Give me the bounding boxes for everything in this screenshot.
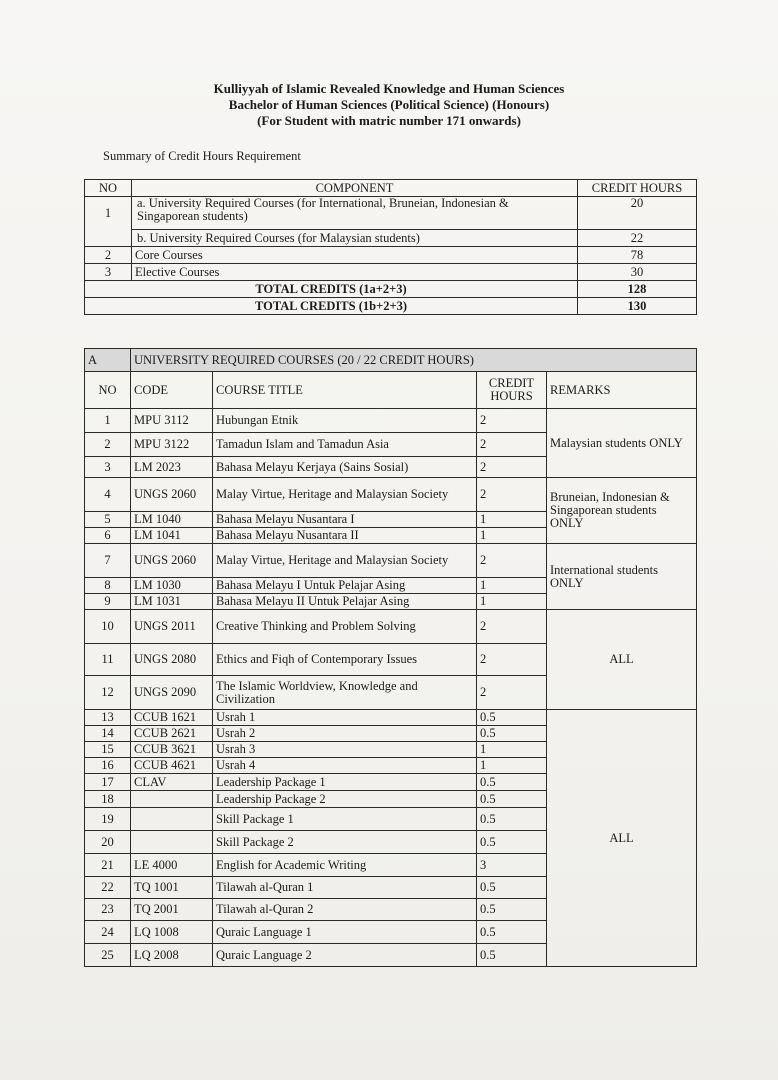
course-code: LQ 1008 [131,921,213,944]
course-no: 7 [85,544,131,578]
course-credit: 0.5 [477,774,547,791]
header-line-1: Kulliyyah of Islamic Revealed Knowledge and Human Sciences [213,81,565,96]
course-remarks: International students ONLY [547,544,697,610]
summary-label: Summary of Credit Hours Requirement [103,149,301,163]
course-code: LM 1031 [131,594,213,610]
course-code: UNGS 2080 [131,644,213,676]
table-row [85,710,697,726]
col-title: COURSE TITLE [213,372,477,409]
course-credit: 0.5 [477,808,547,831]
course-credit: 0.5 [477,899,547,921]
course-title: Usrah 1 [213,710,477,726]
summary-credit: 22 [578,230,697,247]
course-title: Quraic Language 2 [213,944,477,967]
table-row [85,264,697,281]
total-credit: 130 [578,298,697,315]
summary-credit: 30 [578,264,697,281]
course-title: Bahasa Melayu Kerjaya (Sains Sosial) [213,457,477,478]
courses-body [85,409,697,967]
course-title: Malay Virtue, Heritage and Malaysian Society [213,478,477,512]
section-title: UNIVERSITY REQUIRED COURSES (20 / 22 CREDIT HOURS) [131,349,697,372]
course-credit: 1 [477,594,547,610]
course-no: 24 [85,921,131,944]
course-code: UNGS 2060 [131,478,213,512]
course-code [131,808,213,831]
course-title: Bahasa Melayu Nusantara I [213,512,477,528]
course-title: Bahasa Melayu II Untuk Pelajar Asing [213,594,477,610]
course-credit: 3 [477,854,547,877]
course-code: CCUB 1621 [131,710,213,726]
course-credit: 1 [477,758,547,774]
course-no: 14 [85,726,131,742]
course-credit: 1 [477,512,547,528]
course-no: 2 [85,433,131,457]
course-credit: 2 [477,457,547,478]
course-no: 23 [85,899,131,921]
document-header [0,81,778,129]
col-remarks: REMARKS [547,372,697,409]
course-code: MPU 3112 [131,409,213,433]
table-row [85,230,697,247]
section-header-row [85,349,697,372]
summary-no: 2 [85,247,132,264]
course-code: LM 1041 [131,528,213,544]
summary-component: Core Courses [132,247,578,264]
course-no: 16 [85,758,131,774]
course-code: CLAV [131,774,213,791]
course-credit: 0.5 [477,710,547,726]
course-title: Bahasa Melayu I Untuk Pelajar Asing [213,578,477,594]
course-code: CCUB 2621 [131,726,213,742]
course-code: UNGS 2060 [131,544,213,578]
course-credit: 0.5 [477,791,547,808]
course-no: 9 [85,594,131,610]
course-title: Quraic Language 1 [213,921,477,944]
course-code: CCUB 4621 [131,758,213,774]
course-title: Leadership Package 1 [213,774,477,791]
course-credit: 2 [477,544,547,578]
course-title: Ethics and Fiqh of Contemporary Issues [213,644,477,676]
col-code: CODE [131,372,213,409]
course-title: Usrah 4 [213,758,477,774]
course-no: 12 [85,676,131,710]
summary-no: 3 [85,264,132,281]
course-code: LE 4000 [131,854,213,877]
course-title: Tilawah al-Quran 1 [213,877,477,899]
course-code: LM 1030 [131,578,213,594]
table-row [85,409,697,433]
course-credit: 2 [477,610,547,644]
course-code: CCUB 3621 [131,742,213,758]
course-code: TQ 2001 [131,899,213,921]
course-remarks: ALL [547,710,697,967]
course-credit: 2 [477,409,547,433]
course-remarks: ALL [547,610,697,710]
course-no: 6 [85,528,131,544]
course-title: Creative Thinking and Problem Solving [213,610,477,644]
course-no: 10 [85,610,131,644]
course-code: MPU 3122 [131,433,213,457]
summary-no: 1 [85,197,132,230]
table-row [85,197,697,230]
course-code: UNGS 2090 [131,676,213,710]
summary-credit: 78 [578,247,697,264]
course-title: Leadership Package 2 [213,791,477,808]
courses-header-row [85,372,697,409]
total-credit: 128 [578,281,697,298]
course-title: English for Academic Writing [213,854,477,877]
course-credit: 2 [477,478,547,512]
course-code: LM 1040 [131,512,213,528]
summary-table [84,179,697,315]
course-credit: 0.5 [477,726,547,742]
table-row [85,544,697,578]
course-code [131,791,213,808]
total-label: TOTAL CREDITS (1b+2+3) [85,298,578,315]
course-credit: 1 [477,742,547,758]
course-credit: 0.5 [477,921,547,944]
summary-col-credit: CREDIT HOURS [578,180,697,197]
course-code: LQ 2008 [131,944,213,967]
course-title: Skill Package 2 [213,831,477,854]
table-row [85,478,697,512]
course-title: Tamadun Islam and Tamadun Asia [213,433,477,457]
course-no: 25 [85,944,131,967]
course-title: The Islamic Worldview, Knowledge and Civilization [213,676,477,710]
col-no: NO [85,372,131,409]
course-code: UNGS 2011 [131,610,213,644]
course-remarks: Malaysian students ONLY [547,409,697,478]
header-line-2: Bachelor of Human Sciences (Political Science) (Honours) [228,97,550,112]
course-no: 1 [85,409,131,433]
course-no: 13 [85,710,131,726]
course-code [131,831,213,854]
course-no: 17 [85,774,131,791]
section-letter: A [85,349,131,372]
summary-header-row [85,180,697,197]
courses-table [84,348,697,967]
total-label: TOTAL CREDITS (1a+2+3) [85,281,578,298]
course-title: Malay Virtue, Heritage and Malaysian Society [213,544,477,578]
summary-component: Elective Courses [132,264,578,281]
course-credit: 2 [477,644,547,676]
summary-total-row [85,298,697,315]
course-no: 15 [85,742,131,758]
course-credit: 2 [477,433,547,457]
course-no: 11 [85,644,131,676]
col-credit: CREDIT HOURS [477,372,547,409]
course-credit: 1 [477,578,547,594]
header-line-3: (For Student with matric number 171 onwards) [257,113,521,128]
course-credit: 2 [477,676,547,710]
course-credit: 0.5 [477,831,547,854]
course-no: 22 [85,877,131,899]
course-no: 20 [85,831,131,854]
course-title: Tilawah al-Quran 2 [213,899,477,921]
table-row [85,247,697,264]
course-remarks: Bruneian, Indonesian & Singaporean students ONLY [547,478,697,544]
table-row [85,610,697,644]
course-no: 8 [85,578,131,594]
course-no: 3 [85,457,131,478]
course-title: Usrah 2 [213,726,477,742]
course-no: 18 [85,791,131,808]
course-no: 5 [85,512,131,528]
summary-total-row [85,281,697,298]
summary-credit: 20 [578,197,697,230]
course-title: Usrah 3 [213,742,477,758]
course-credit: 0.5 [477,877,547,899]
course-credit: 1 [477,528,547,544]
summary-no [85,230,132,247]
course-no: 4 [85,478,131,512]
summary-col-component: COMPONENT [132,180,578,197]
course-title: Skill Package 1 [213,808,477,831]
summary-col-no: NO [85,180,132,197]
course-no: 21 [85,854,131,877]
summary-component: a. University Required Courses (for International, Bruneian, Indonesian & Singaporean students) [132,197,578,230]
course-credit: 0.5 [477,944,547,967]
course-no: 19 [85,808,131,831]
course-title: Bahasa Melayu Nusantara II [213,528,477,544]
course-code: LM 2023 [131,457,213,478]
course-title: Hubungan Etnik [213,409,477,433]
summary-component: b. University Required Courses (for Malaysian students) [132,230,578,247]
course-code: TQ 1001 [131,877,213,899]
